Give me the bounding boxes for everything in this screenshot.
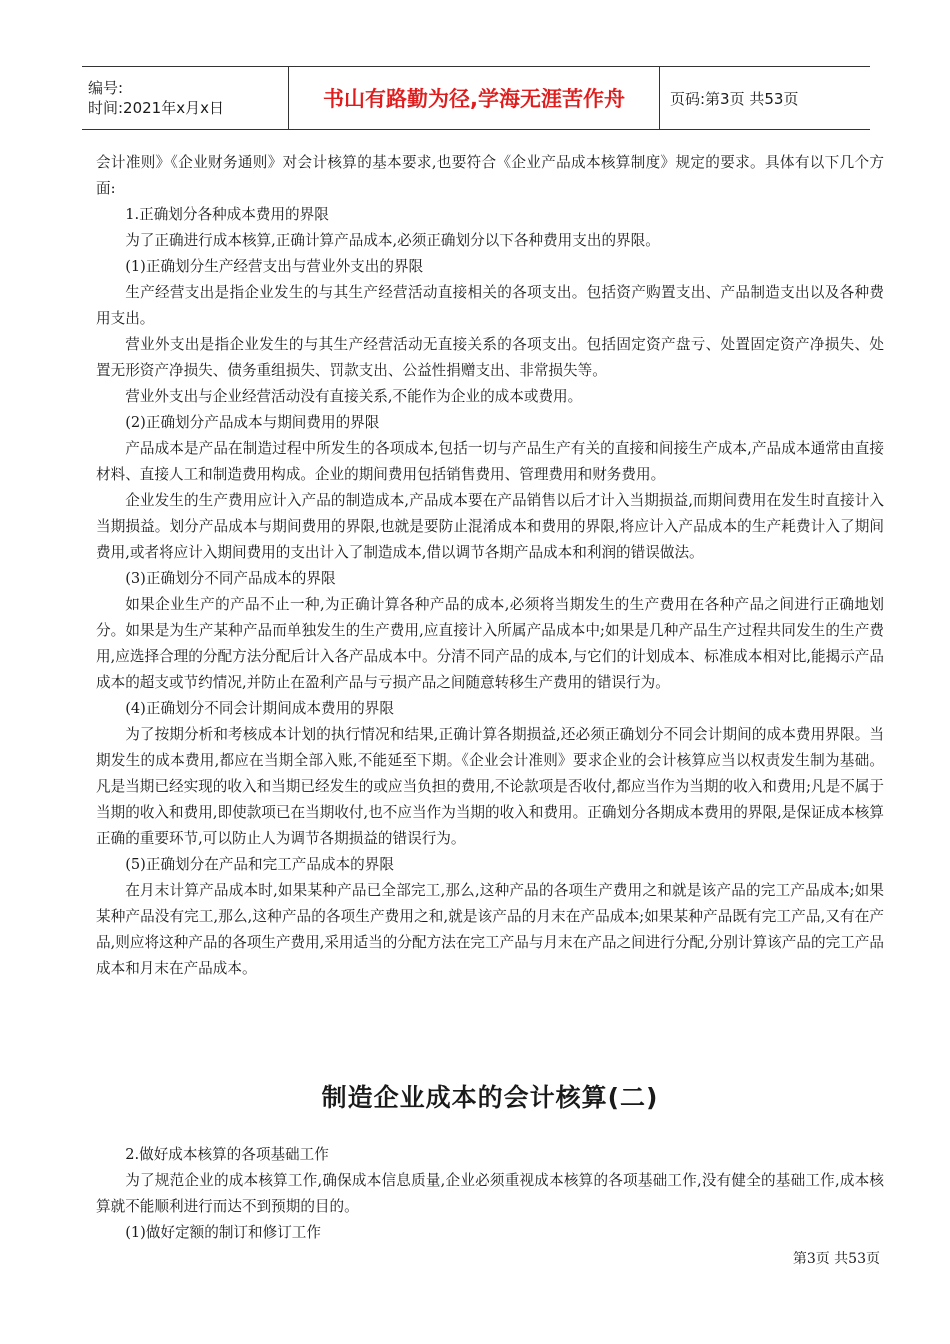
- header-motto: 书山有路勤为径,学海无涯苦作舟: [289, 67, 660, 130]
- paragraph: 企业发生的生产费用应计入产品的制造成本,产品成本要在产品销售以后才计入当期损益,而期间费用在发生时直接计入当期损益。划分产品成本与期间费用的界限,也就是要防止混淆成本和费用的界限,将应计入产品成本的生产耗费计入了期间费用,或者将应计入期间费用的支出计入了制造成本,借以调节各期产品成本和利润的错误做法。: [96, 492, 884, 561]
- section-text: [96, 1142, 884, 1246]
- paragraph: 2.做好成本核算的各项基础工作: [125, 1146, 329, 1163]
- header-page-info: 页码:第3页 共53页: [660, 67, 871, 130]
- paragraph: 产品成本是产品在制造过程中所发生的各项成本,包括一切与产品生产有关的直接和间接生产成本,产品成本通常由直接材料、直接人工和制造费用构成。企业的期间费用包括销售费用、管理费用和财务费用。: [96, 440, 884, 483]
- paragraph: 营业外支出与企业经营活动没有直接关系,不能作为企业的成本或费用。: [125, 388, 583, 405]
- paragraph: 1.正确划分各种成本费用的界限: [125, 206, 329, 223]
- main-text: [96, 150, 884, 982]
- paragraph: 为了按期分析和考核成本计划的执行情况和结果,正确计算各期损益,还必须正确划分不同会计期间的成本费用界限。当期发生的成本费用,都应在当期全部入账,不能延至下期。《企业会计准则》要求企业的会计核算应当以权责发生制为基础。凡是当期已经实现的收入和当期已经发生的或应当负担的费用,不论款项是否收付,都应当作为当期的收入和费用;凡是不属于当期的收入和费用,即使款项已在当期收付,也不应当作为当期的收入和费用。正确划分各期成本费用的界限,是保证成本核算正确的重要环节,可以防止人为调节各期损益的错误行为。: [96, 726, 884, 847]
- paragraph: 为了正确进行成本核算,正确计算产品成本,必须正确划分以下各种费用支出的界限。: [125, 232, 660, 249]
- document-date-label: 时间:2021年x月x日: [88, 99, 224, 117]
- page-footer: 第3页 共53页: [792, 1251, 880, 1267]
- paragraph: 会计准则》《企业财务通则》对会计核算的基本要求,也要符合《企业产品成本核算制度》规定的要求。具体有以下几个方面:: [96, 154, 884, 197]
- header-meta: [82, 67, 289, 130]
- paragraph: 如果企业生产的产品不止一种,为正确计算各种产品的成本,必须将当期发生的生产费用在各种产品之间进行正确地划分。如果是为生产某种产品而单独发生的生产费用,应直接计入所属产品成本中;如果是几种产品生产过程共同发生的生产费用,应选择合理的分配方法分配后计入各产品成本中。分清不同产品的成本,与它们的计划成本、标准成本相对比,能揭示产品成本的超支或节约情况,并防止在盈利产品与亏损产品之间随意转移生产费用的错误行为。: [96, 596, 884, 691]
- paragraph: 为了规范企业的成本核算工作,确保成本信息质量,企业必须重视成本核算的各项基础工作,没有健全的基础工作,成本核算就不能顺利进行而达不到预期的目的。: [96, 1172, 884, 1215]
- paragraph: 在月末计算产品成本时,如果某种产品已全部完工,那么,这种产品的各项生产费用之和就是该产品的完工产品成本;如果某种产品没有完工,那么,这种产品的各项生产费用之和,就是该产品的月末在产品成本;如果某种产品既有完工产品,又有在产品,则应将这种产品的各项生产费用,采用适当的分配方法在完工产品与月末在产品之间进行分配,分别计算该产品的完工产品成本和月末在产品成本。: [96, 882, 884, 977]
- document-number-label: 编号:: [88, 79, 124, 97]
- paragraph: (2)正确划分产品成本与期间费用的界限: [125, 414, 380, 431]
- document-header: [82, 66, 870, 130]
- paragraph: 生产经营支出是指企业发生的与其生产经营活动直接相关的各项支出。包括资产购置支出、产品制造支出以及各种费用支出。: [96, 284, 884, 327]
- paragraph: (1)正确划分生产经营支出与营业外支出的界限: [125, 258, 424, 275]
- paragraph: (3)正确划分不同产品成本的界限: [125, 570, 336, 587]
- paragraph: (1)做好定额的制订和修订工作: [125, 1224, 321, 1241]
- paragraph: 营业外支出是指企业发生的与其生产经营活动无直接关系的各项支出。包括固定资产盘亏、处置固定资产净损失、处置无形资产净损失、债务重组损失、罚款支出、公益性捐赠支出、非常损失等。: [96, 336, 884, 379]
- section-title: 制造企业成本的会计核算(二): [321, 1083, 659, 1112]
- paragraph: (5)正确划分在产品和完工产品成本的界限: [125, 856, 394, 873]
- paragraph: (4)正确划分不同会计期间成本费用的界限: [125, 700, 394, 717]
